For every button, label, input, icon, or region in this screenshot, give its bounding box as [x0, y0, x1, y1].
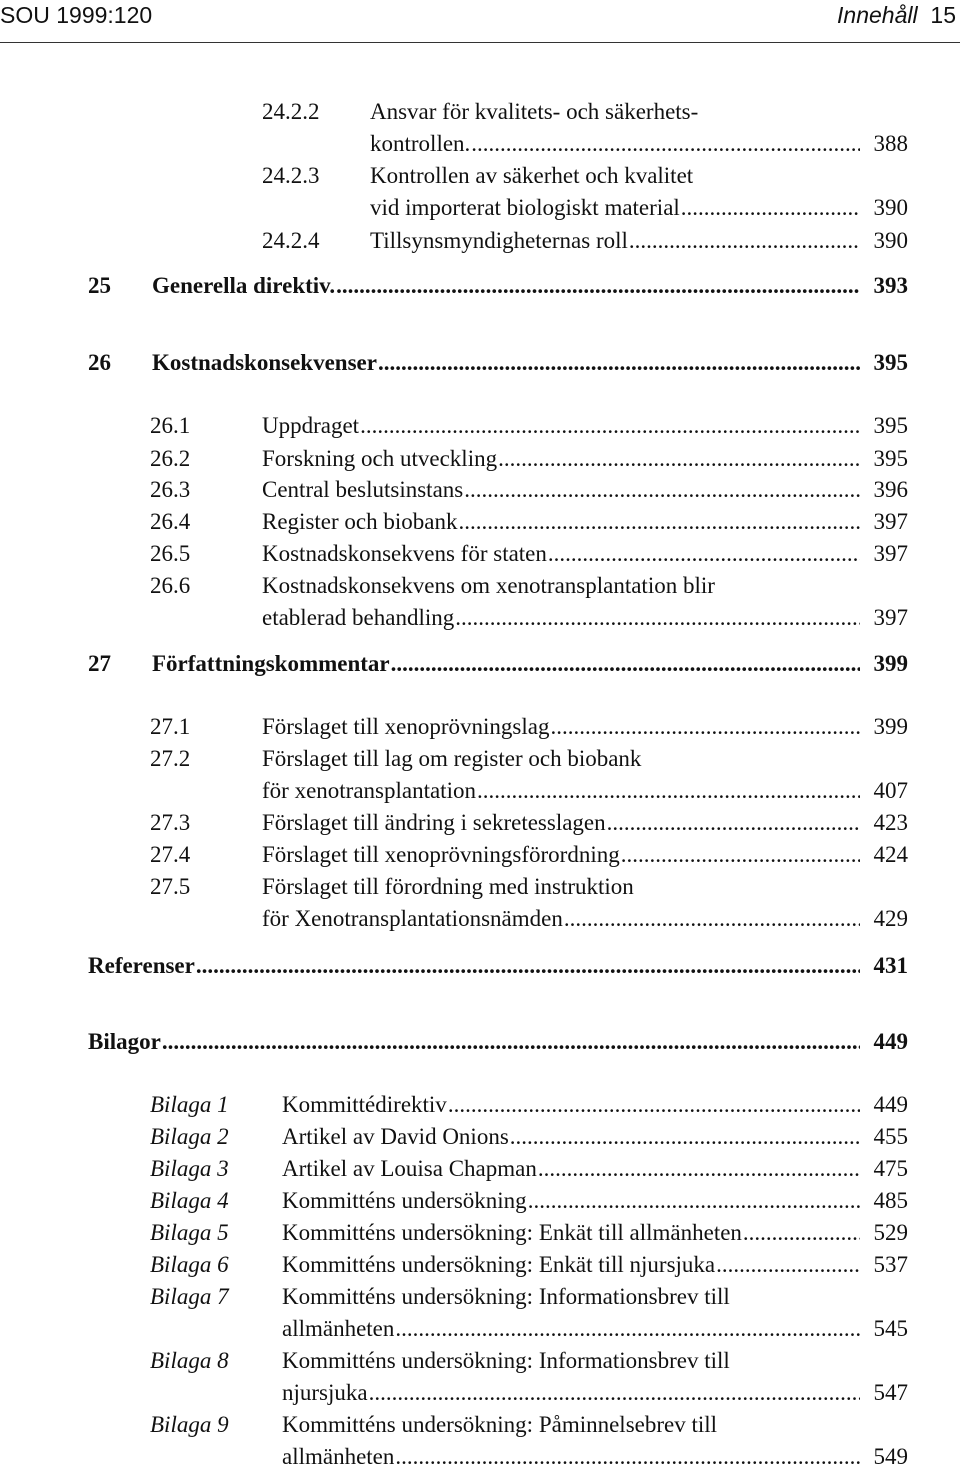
toc-entry-title[interactable]: Förslaget till ändring i sekretesslagen — [262, 810, 606, 835]
toc-line — [0, 1153, 960, 1185]
toc-entry-title[interactable]: Artikel av Louisa Chapman — [282, 1156, 537, 1181]
toc-leader-dots — [395, 1441, 860, 1473]
toc-entry-title[interactable]: Kommitténs undersökning: Informationsbrev till — [282, 1284, 730, 1309]
toc-line — [0, 506, 960, 538]
toc-entry-title[interactable]: Förslaget till förordning med instruktion — [262, 874, 634, 899]
toc-entry-title[interactable]: vid importerat biologiskt material — [370, 195, 680, 220]
toc-leader-dots — [458, 506, 860, 538]
toc-page-number[interactable]: 449 — [873, 1029, 908, 1054]
toc-leader-dots — [564, 903, 860, 935]
toc-entry-title[interactable]: Central beslutsinstans — [262, 477, 464, 502]
toc-page-number[interactable]: 449 — [873, 1092, 908, 1117]
toc-line — [0, 474, 960, 506]
toc-line — [0, 1217, 960, 1249]
toc-line — [0, 1441, 960, 1473]
toc-section-number: 26.1 — [150, 413, 191, 438]
toc-line — [0, 950, 960, 982]
toc-section-number: 27.3 — [150, 810, 191, 835]
toc-section-number: 26.3 — [150, 477, 191, 502]
toc-line — [0, 903, 960, 935]
toc-section-number: 27.4 — [150, 842, 191, 867]
toc-leader-dots — [510, 1121, 860, 1153]
toc-line — [0, 225, 960, 257]
toc-line — [0, 347, 960, 379]
toc-leader-dots — [455, 602, 860, 634]
toc-entry-title[interactable]: etablerad behandling — [262, 605, 455, 630]
toc-entry-title[interactable]: Förslaget till lag om register och biobank — [262, 746, 642, 771]
header-rule — [0, 42, 960, 43]
toc-leader-dots — [498, 443, 860, 475]
toc-section-number: 26.2 — [150, 446, 191, 471]
toc-page-number[interactable]: 529 — [873, 1220, 908, 1245]
toc-entry-title[interactable]: Kostnadskonsekvenser — [152, 350, 377, 375]
toc-section-number: Bilaga 6 — [150, 1252, 229, 1277]
toc-section-number: 27.2 — [150, 746, 191, 771]
toc-page-number[interactable]: 475 — [873, 1156, 908, 1181]
toc-line — [0, 1409, 960, 1441]
toc-line — [0, 1281, 960, 1313]
toc-line — [0, 711, 960, 743]
toc-line — [0, 96, 960, 128]
toc-entry-title[interactable]: Referenser — [88, 953, 195, 978]
toc-entry-title[interactable]: kontrollen. — [370, 131, 471, 156]
toc-leader-dots — [550, 711, 860, 743]
toc-leader-dots — [471, 128, 860, 160]
toc-page-number[interactable]: 399 — [873, 714, 908, 739]
toc-leader-dots — [607, 807, 860, 839]
toc-section-number: 24.2.4 — [262, 228, 320, 253]
toc-line — [0, 1089, 960, 1121]
toc-page-number[interactable]: 397 — [873, 541, 908, 566]
toc-leader-dots — [528, 1185, 860, 1217]
toc-page-number[interactable]: 429 — [873, 906, 908, 931]
toc-leader-dots — [538, 1153, 860, 1185]
toc-page-number[interactable]: 431 — [873, 953, 908, 978]
toc-entry-title[interactable]: Uppdraget — [262, 413, 360, 438]
toc-section-number: Bilaga 3 — [150, 1156, 229, 1181]
toc-line — [0, 743, 960, 775]
toc-entry-title[interactable]: Bilagor — [88, 1029, 161, 1054]
toc-page-number[interactable]: 390 — [873, 195, 908, 220]
toc-entry-title[interactable]: Artikel av David Onions — [282, 1124, 509, 1149]
toc-entry-title[interactable]: för Xenotransplantationsnämden — [262, 906, 563, 931]
toc-leader-dots — [378, 347, 860, 379]
toc-leader-dots — [681, 192, 860, 224]
toc-page-number[interactable]: 545 — [873, 1316, 908, 1341]
toc-line — [0, 443, 960, 475]
toc-entry-title[interactable]: Forskning och utveckling — [262, 446, 498, 471]
toc-section-number: 27.1 — [150, 714, 191, 739]
toc-section-number: 24.2.3 — [262, 163, 320, 188]
toc-line — [0, 1185, 960, 1217]
toc-section-number: 26.5 — [150, 541, 191, 566]
toc-entry-title[interactable]: Kostnadskonsekvens om xenotransplantation blir — [262, 573, 715, 598]
running-header-left: SOU 1999:120 — [0, 2, 153, 28]
toc-section-number: Bilaga 2 — [150, 1124, 229, 1149]
toc-page-number[interactable]: 423 — [873, 810, 908, 835]
toc-entry-title[interactable]: Kostnadskonsekvens för staten — [262, 541, 547, 566]
toc-line — [0, 871, 960, 903]
toc-page-number[interactable]: 537 — [873, 1252, 908, 1277]
toc-line — [0, 538, 960, 570]
toc-entry-title[interactable]: Kommitténs undersökning — [282, 1188, 527, 1213]
toc-line — [0, 1345, 960, 1377]
toc-page-number[interactable]: 397 — [873, 509, 908, 534]
toc-line — [0, 270, 960, 302]
toc-section-number: Bilaga 7 — [150, 1284, 229, 1309]
toc-entry-title[interactable]: Kommittédirektiv — [282, 1092, 447, 1117]
toc-page-number[interactable]: 395 — [873, 446, 908, 471]
toc-entry-title[interactable]: njursjuka — [282, 1380, 368, 1405]
toc-line — [0, 775, 960, 807]
toc-entry-title[interactable]: för xenotransplantation — [262, 778, 476, 803]
toc-entry-title[interactable]: Kommitténs undersökning: Informationsbrev till — [282, 1348, 730, 1373]
toc-page-number[interactable]: 396 — [873, 477, 908, 502]
toc-line — [0, 410, 960, 442]
toc-leader-dots — [448, 1089, 860, 1121]
toc-line — [0, 160, 960, 192]
toc-line — [0, 602, 960, 634]
running-header-right — [837, 0, 956, 30]
toc-line — [0, 192, 960, 224]
toc-page-number[interactable]: 395 — [873, 350, 908, 375]
toc-line — [0, 1026, 960, 1058]
toc-page-number[interactable]: 390 — [873, 228, 908, 253]
toc-leader-dots — [477, 775, 860, 807]
toc-entry-title[interactable]: Kommitténs undersökning: Enkät till njursjuka — [282, 1252, 716, 1277]
toc-leader-dots — [548, 538, 860, 570]
toc-entry-title[interactable]: Kontrollen av säkerhet och kvalitet — [370, 163, 694, 188]
toc-page-number[interactable]: 485 — [873, 1188, 908, 1213]
toc-leader-dots — [336, 270, 860, 302]
toc-leader-dots — [360, 410, 860, 442]
toc-page-number[interactable]: 395 — [873, 413, 908, 438]
toc-entry-title[interactable]: Register och biobank — [262, 509, 458, 534]
toc-page-number[interactable]: 455 — [873, 1124, 908, 1149]
toc-page-number[interactable]: 399 — [873, 651, 908, 676]
toc-leader-dots — [716, 1249, 860, 1281]
toc-entry-title[interactable]: allmänheten — [282, 1444, 395, 1469]
toc-page-number[interactable]: 388 — [873, 131, 908, 156]
toc-section-number: Bilaga 8 — [150, 1348, 229, 1373]
toc-leader-dots — [464, 474, 860, 506]
toc-line — [0, 570, 960, 602]
toc-entry-title[interactable]: Tillsynsmyndigheternas roll — [370, 228, 628, 253]
toc-section-number: Bilaga 1 — [150, 1092, 229, 1117]
toc-leader-dots — [162, 1026, 860, 1058]
toc-line — [0, 1249, 960, 1281]
toc-section-number: 25 — [88, 273, 111, 298]
toc-page-number[interactable]: 393 — [873, 273, 908, 298]
toc-section-number: 24.2.2 — [262, 99, 320, 124]
toc-page-number[interactable]: 397 — [873, 605, 908, 630]
toc-section-number: 27.5 — [150, 874, 191, 899]
toc-line — [0, 1377, 960, 1409]
toc-entry-title[interactable]: Kommitténs undersökning: Enkät till allmänheten — [282, 1220, 742, 1245]
toc-line — [0, 839, 960, 871]
toc-leader-dots — [395, 1313, 860, 1345]
toc-section-number: 26 — [88, 350, 111, 375]
toc-page-number[interactable]: 547 — [873, 1380, 908, 1405]
toc-leader-dots — [369, 1377, 860, 1409]
toc-page-number[interactable]: 407 — [873, 778, 908, 803]
toc-line — [0, 807, 960, 839]
toc-entry-title[interactable]: Kommitténs undersökning: Påminnelsebrev till — [282, 1412, 718, 1437]
toc-section-number: 27 — [88, 651, 111, 676]
toc-entry-title[interactable]: Förslaget till xenoprövningslag — [262, 714, 550, 739]
toc-entry-title[interactable]: allmänheten — [282, 1316, 395, 1341]
toc-line — [0, 128, 960, 160]
toc-section-number: Bilaga 4 — [150, 1188, 229, 1213]
toc-entry-title[interactable]: Ansvar för kvalitets- och säkerhets- — [370, 99, 699, 124]
toc-section-number: 26.4 — [150, 509, 191, 534]
toc-leader-dots — [196, 950, 860, 982]
toc-entry-title[interactable]: Förslaget till xenoprövningsförordning — [262, 842, 620, 867]
toc-section-number: 26.6 — [150, 573, 191, 598]
header-page-number: 15 — [930, 2, 956, 28]
toc-section-number: Bilaga 9 — [150, 1412, 229, 1437]
toc-line — [0, 1121, 960, 1153]
toc-line — [0, 648, 960, 680]
toc-line — [0, 1313, 960, 1345]
toc-leader-dots — [391, 648, 860, 680]
toc-entry-title[interactable]: Generella direktiv. — [152, 273, 336, 298]
toc-page-number[interactable]: 549 — [873, 1444, 908, 1469]
toc-entry-title[interactable]: Författningskommentar — [152, 651, 390, 676]
toc-page-number[interactable]: 424 — [873, 842, 908, 867]
header-section-label: Innehåll — [837, 2, 918, 28]
toc-section-number: Bilaga 5 — [150, 1220, 229, 1245]
toc-leader-dots — [743, 1217, 860, 1249]
toc-leader-dots — [629, 225, 860, 257]
toc-leader-dots — [621, 839, 860, 871]
